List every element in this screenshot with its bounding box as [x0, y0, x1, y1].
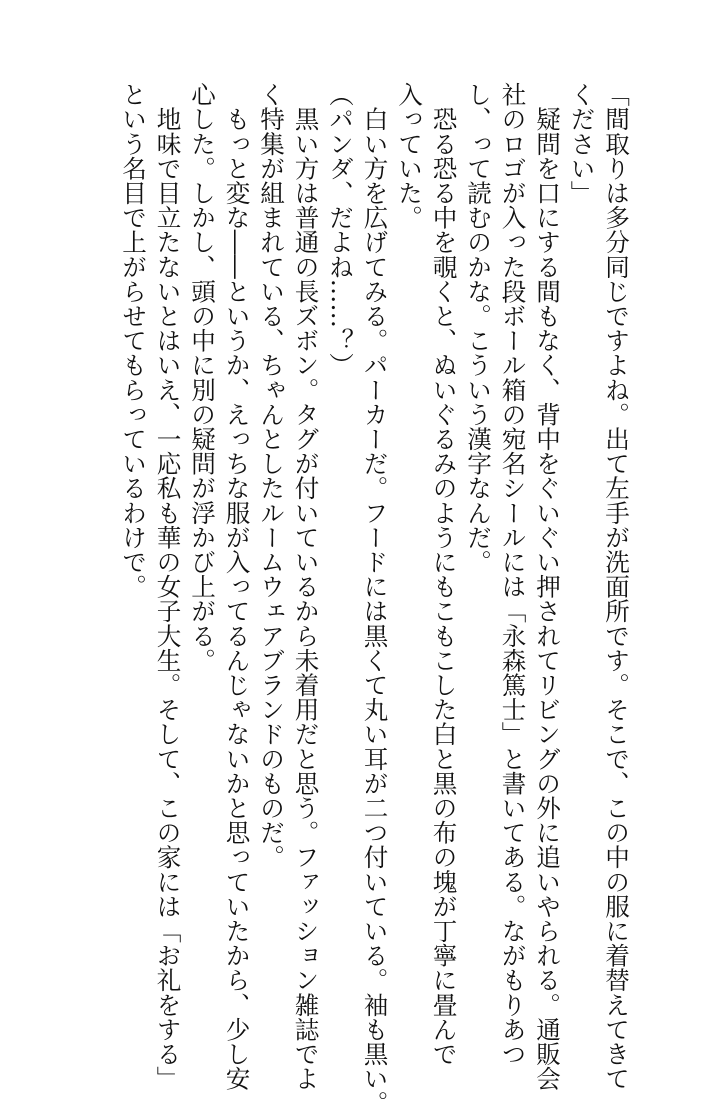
text-line: 白い方を広げてみる。パーカーだ。フードには黒くて丸い耳が二つ付いている。袖も黒い。 [360, 82, 390, 1115]
text-line: 心した。しかし、頭の中に別の疑問が浮かび上がる。 [188, 82, 217, 673]
text-line: 疑問を口にする間もなく、背中をぐいぐい押されてリビングの外に追いやられる。通販会 [533, 82, 562, 1091]
text-line: 恐る恐る中を覗くと、ぬいぐるみのようにもこもこした白と黒の布の塊が丁寧に畳んで [429, 82, 459, 1066]
text-line: もっと変な――というか、えっちな服が入ってるんじゃないかと思っていたから、少し安 [222, 82, 252, 1091]
text-line: 地味で目立たないとはいえ、一応私も華の女子大生。そして、この家には「お礼をする」 [153, 82, 183, 1091]
text-line: という名目で上がらせてもらっているわけで。 [119, 82, 148, 599]
text-line: （パンダ、だよね……？） [326, 82, 355, 378]
text-line: 黒い方は普通の長ズボン。タグが付いているから未着用だと思う。ファッション雑誌でよ [291, 82, 321, 1091]
text-line: 「間取りは多分同じですよね。出て左手が洗面所です。そこで、この中の服に着替えてきて [602, 82, 631, 1091]
text-line: く特集が組まれている、ちゃんとしたルームウェアブランドのものだ。 [257, 82, 286, 870]
vertical-text-body [116, 82, 634, 1115]
text-line: 社のロゴが入った段ボール箱の宛名シールには「永森篤士」と書いてある。ながもりあつ [498, 82, 528, 1066]
text-line: ください」 [567, 82, 597, 205]
text-line: 入っていた。 [395, 82, 424, 230]
text-line: し、って読むのかな。こういう漢字なんだ。 [464, 82, 493, 574]
